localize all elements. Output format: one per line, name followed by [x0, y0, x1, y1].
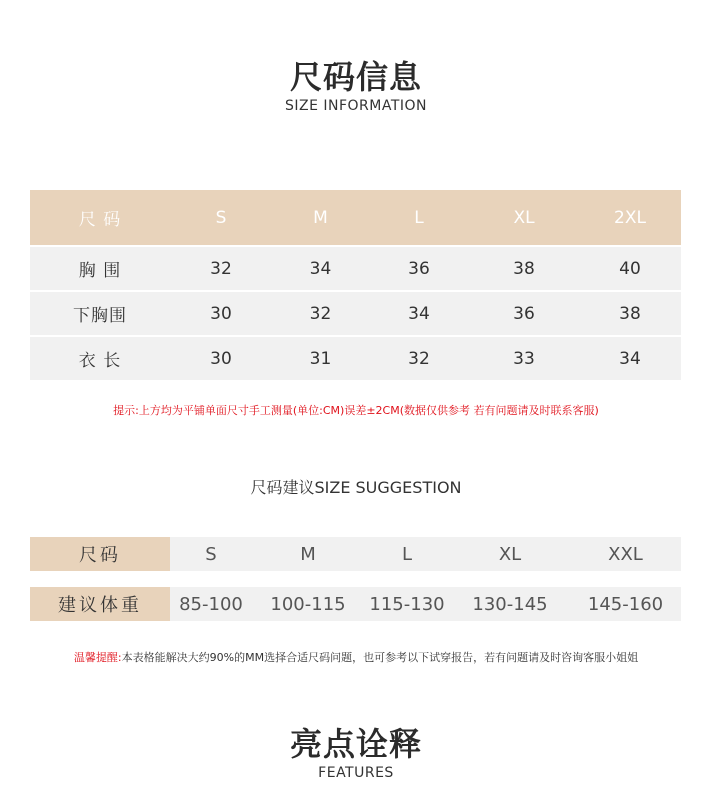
- section-title: 尺码信息: [289, 58, 422, 96]
- table-cell: M: [252, 537, 364, 571]
- table-cell: 38: [469, 246, 579, 291]
- table-row: [30, 291, 681, 336]
- features-subtitle: FEATURES: [318, 765, 394, 781]
- suggestion-weight-row: [30, 587, 681, 621]
- table-row: [30, 246, 681, 291]
- table-cell: 32: [369, 336, 469, 380]
- table-cell: 34: [369, 291, 469, 336]
- row-label: 衣 长: [30, 336, 170, 380]
- table-cell: 100-115: [252, 587, 364, 621]
- table-cell: L: [364, 537, 450, 571]
- header-cell: S: [170, 190, 272, 246]
- table-cell: 30: [170, 336, 272, 380]
- table-cell: 32: [272, 291, 369, 336]
- header-cell: XL: [469, 190, 579, 246]
- table-cell: XXL: [570, 537, 681, 571]
- suggestion-title: 尺码建议SIZE SUGGESTION: [250, 478, 462, 497]
- header-cell: 2XL: [579, 190, 681, 246]
- table-cell: 34: [272, 246, 369, 291]
- table-cell: 33: [469, 336, 579, 380]
- row-label: 建议体重: [30, 587, 170, 621]
- row-label: 下胸围: [30, 291, 170, 336]
- header-cell: 尺 码: [30, 190, 170, 246]
- table-cell: 145-160: [570, 587, 681, 621]
- table-row: [30, 336, 681, 380]
- table-cell: 38: [579, 291, 681, 336]
- section-subtitle: SIZE INFORMATION: [284, 98, 428, 114]
- row-label: 尺码: [30, 537, 170, 571]
- table-cell: 31: [272, 336, 369, 380]
- size-table-header: [30, 190, 681, 246]
- header-cell: L: [369, 190, 469, 246]
- suggestion-size-row: [30, 537, 681, 571]
- table-cell: 85-100: [170, 587, 252, 621]
- table-cell: 30: [170, 291, 272, 336]
- table-cell: 34: [579, 336, 681, 380]
- table-cell: 36: [469, 291, 579, 336]
- tip-highlight: 温馨提醒:: [73, 651, 122, 664]
- size-note: 提示:上方均为平铺单面尺寸手工测量(单位:CM)误差±2CM(数据仅供参考 若有问题请及时联系客服): [113, 404, 599, 417]
- size-table: [30, 190, 681, 380]
- tip-text: 本表格能解决大约90%的MM选择合适尺码问题，也可参考以下试穿报告，若有问题请及时咨询客服小姐姐: [121, 651, 639, 664]
- table-cell: 115-130: [364, 587, 450, 621]
- table-cell: 130-145: [450, 587, 570, 621]
- row-label: 胸 围: [30, 246, 170, 291]
- table-cell: 36: [369, 246, 469, 291]
- table-cell: S: [170, 537, 252, 571]
- header-cell: M: [272, 190, 369, 246]
- table-cell: XL: [450, 537, 570, 571]
- tip-note: [0, 649, 712, 665]
- table-cell: 40: [579, 246, 681, 291]
- table-cell: 32: [170, 246, 272, 291]
- features-title: 亮点诠释: [289, 725, 422, 763]
